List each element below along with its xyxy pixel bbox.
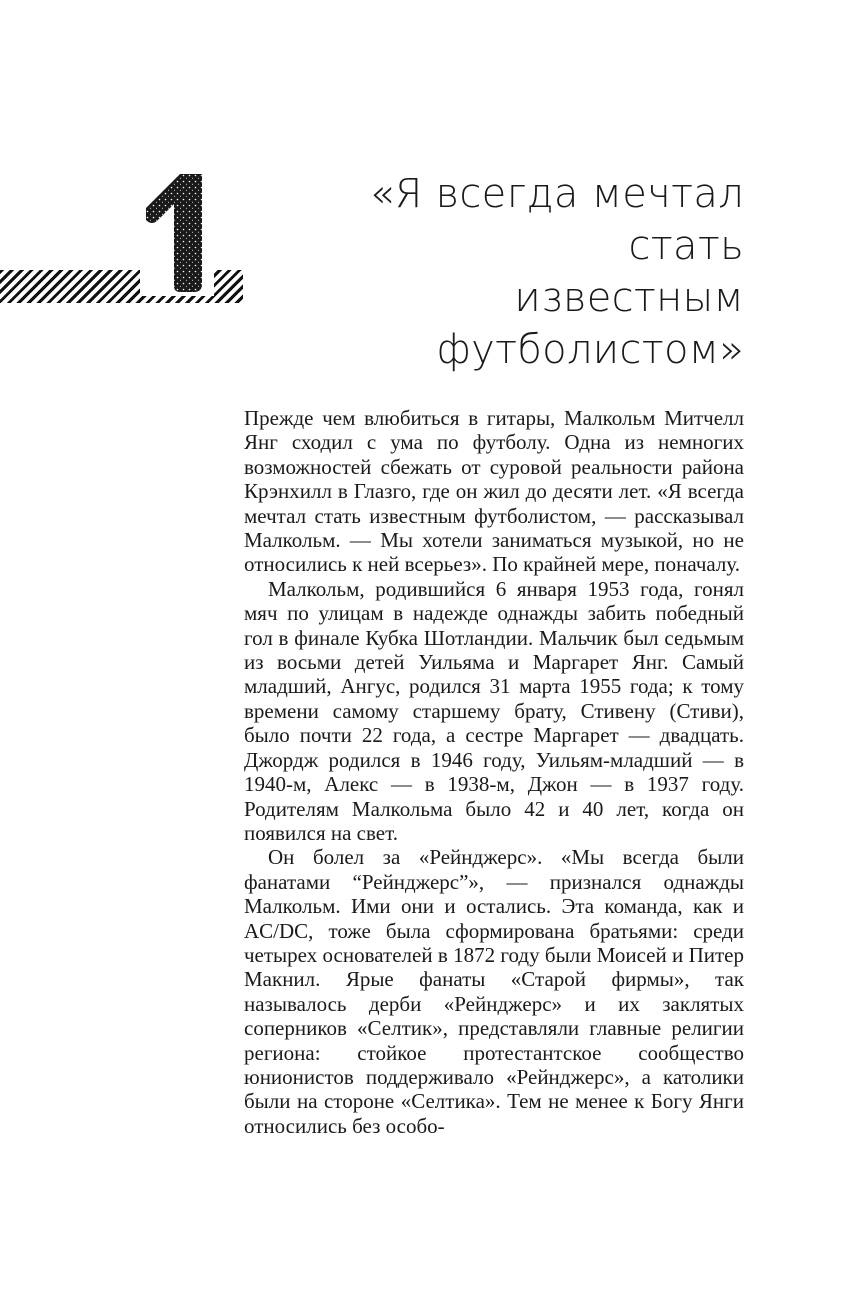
- chapter-number-text: [140, 168, 141, 169]
- chapter-number-grunge-graphic: [140, 168, 214, 296]
- paragraph: Он болел за «Рейнджерс». «Мы всегда были фанатами “Рейнджерс”», — признался однажды Малкольм. Ими они и остались. Эта команда, как и AC/DC, тоже была сформирована братьями: среди четырех основателей в 1872 году были Моисей и Питер Макнил. Ярые фанаты «Старой фирмы», так называлось дерби «Рейнджерс» и их заклятых соперников «Селтик», представляли главные религии региона: стойкое протестантское сообщество юнионистов поддерживало «Рейнджерс», а католики были на стороне «Селтика». Тем не менее к Богу Янги относились без особо-: [244, 845, 744, 1138]
- chapter-title: [260, 168, 744, 376]
- chapter-number: [140, 168, 214, 296]
- paragraph: Прежде чем влюбиться в гитары, Малкольм Митчелл Янг сходил с ума по футболу. Одна из немногих возможностей сбежать от суровой реальности района Крэнхилл в Глазго, где он жил до десяти лет. «Я всегда мечтал стать известным футболистом, — рассказывал Малкольм. — Мы хотели заниматься музыкой, но не относились к ней всерьез». По крайней мере, поначалу.: [244, 406, 744, 577]
- chapter-title-line-1: «Я всегда мечтал стать: [369, 171, 744, 269]
- chapter-title-line-2: известным футболистом»: [436, 275, 744, 373]
- chapter-body-text: [244, 406, 744, 1138]
- paragraph: Малкольм, родившийся 6 января 1953 года, гонял мяч по улицам в надежде однажды забить победный гол в финале Кубка Шотландии. Мальчик был седьмым из восьми детей Уильяма и Маргарет Янг. Самый младший, Ангус, родился 31 марта 1955 года; к тому времени самому старшему брату, Стивену (Стиви), было почти 22 года, а сестре Маргарет — двадцать. Джордж родился в 1946 году, Уильям-младший — в 1940-м, Алекс — в 1938-м, Джон — в 1937 году. Родителям Малкольма было 42 и 40 лет, когда он появился на свет.: [244, 576, 744, 845]
